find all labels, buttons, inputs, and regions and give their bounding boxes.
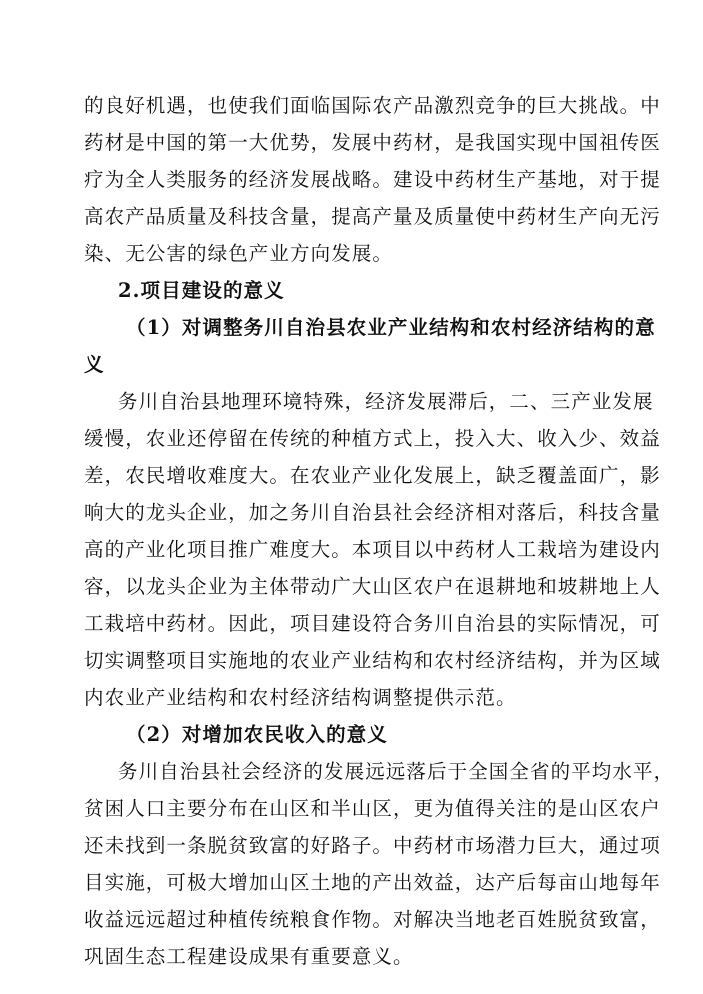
body-line: 工栽培中药材。因此，项目建设符合务川自治县的实际情况，可 [84,612,661,635]
body-line: 响大的龙头企业，加之务川自治县社会经济相对落后，科技含量 [84,501,661,524]
body-line: 务川自治县社会经济的发展远远落后于全国全省的平均水平， [118,760,675,783]
body-line: 的良好机遇，也使我们面临国际农产品激烈竞争的巨大挑战。中 [84,94,661,117]
body-line: 务川自治县地理环境特殊，经济发展滞后，二、三产业发展 [118,390,654,413]
body-line: 切实调整项目实施地的农业产业结构和农村经济结构，并为区域 [84,649,661,672]
body-line: 贫困人口主要分布在山区和半山区，更为值得关注的是山区农户 [84,797,661,820]
subsection-heading: （1）对调整务川自治县农业产业结构和农村经济结构的意 [126,316,656,339]
body-line: 目实施，可极大增加山区土地的产出效益，达产后每亩山地每年 [84,871,661,894]
subsection-heading-cont: 义 [84,353,105,376]
body-line: 收益远远超过种植传统粮食作物。对解决当地老百姓脱贫致富， [84,908,661,931]
body-line: 巩固生态工程建设成果有重要意义。 [84,945,414,968]
body-line: 染、无公害的绿色产业方向发展。 [84,242,394,265]
body-line: 高农产品质量及科技含量，提高产量及质量使中药材生产向无污 [84,205,661,228]
body-line: 还未找到一条脱贫致富的好路子。中药材市场潜力巨大，通过项 [84,834,661,857]
body-line: 缓慢，农业还停留在传统的种植方式上，投入大、收入少、效益 [84,427,661,450]
body-line: 容，以龙头企业为主体带动广大山区农户在退耕地和坡耕地上人 [84,575,661,598]
section-heading: 2.项目建设的意义 [118,279,285,302]
body-line: 疗为全人类服务的经济发展战略。建设中药材生产基地，对于提 [84,168,661,191]
subsection-heading: （2）对增加农民收入的意义 [126,723,388,746]
body-line: 高的产业化项目推广难度大。本项目以中药材人工栽培为建设内 [84,538,661,561]
body-line: 药材是中国的第一大优势，发展中药材，是我国实现中国祖传医 [84,131,661,154]
body-line: 差，农民增收难度大。在农业产业化发展上，缺乏覆盖面广，影 [84,464,661,487]
body-line: 内农业产业结构和农村经济结构调整提供示范。 [84,686,517,709]
